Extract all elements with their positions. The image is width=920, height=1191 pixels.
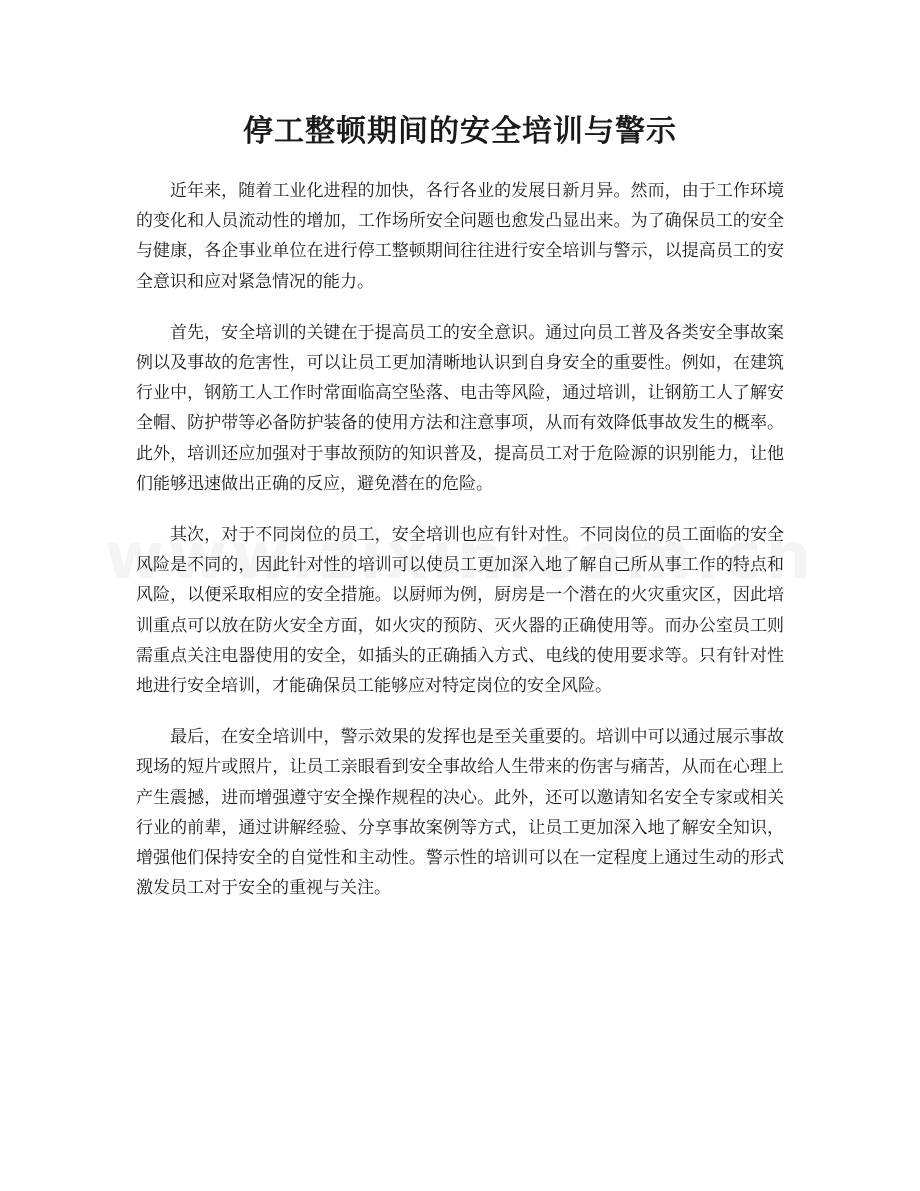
document-body xyxy=(136,176,784,924)
document-title: 停工整顿期间的安全培训与警示 xyxy=(243,114,677,149)
paragraph-4: 最后，在安全培训中，警示效果的发挥也是至关重要的。培训中可以通过展示事故现场的短片或照片，让员工亲眼看到安全事故给人生带来的伤害与痛苦，从而在心理上产生震撼，进而增强遵守安全操作规程的决心。此外，还可以邀请知名安全专家或相关行业的前辈，通过讲解经验、分享事故案例等方式，让员工更加深入地了解安全知识，增强他们保持安全的自觉性和主动性。警示性的培训可以在一定程度上通过生动的形式激发员工对于安全的重视与关注。 xyxy=(136,727,784,899)
paragraph-1: 近年来，随着工业化进程的加快，各行各业的发展日新月异。然而，由于工作环境的变化和人员流动性的增加，工作场所安全问题也愈发凸显出来。为了确保员工的安全与健康，各企事业单位在进行停工整顿期间往往进行安全培训与警示，以提高员工的安全意识和应对紧急情况的能力。 xyxy=(136,181,784,292)
paragraph-3: 其次，对于不同岗位的员工，安全培训也应有针对性。不同岗位的员工面临的安全风险是不同的，因此针对性的培训可以使员工更加深入地了解自己所从事工作的特点和风险，以便采取相应的安全措施。以厨师为例，厨房是一个潜在的火灾重灾区，因此培训重点可以放在防火安全方面，如火灾的预防、灭火器的正确使用等。而办公室员工则需重点关注电器使用的安全，如插头的正确插入方式、电线的使用要求等。只有针对性地进行安全培训，才能确保员工能够应对特定岗位的安全风险。 xyxy=(136,525,784,697)
paragraph-2: 首先，安全培训的关键在于提高员工的安全意识。通过向员工普及各类安全事故案例以及事故的危害性，可以让员工更加清晰地认识到自身安全的重要性。例如，在建筑行业中，钢筋工人工作时常面临高空坠落、电击等风险，通过培训，让钢筋工人了解安全帽、防护带等必备防护装备的使用方法和注意事项，从而有效降低事故发生的概率。此外，培训还应加强对于事故预防的知识普及，提高员工对于危险源的识别能力，让他们能够迅速做出正确的反应，避免潜在的危险。 xyxy=(136,322,784,494)
